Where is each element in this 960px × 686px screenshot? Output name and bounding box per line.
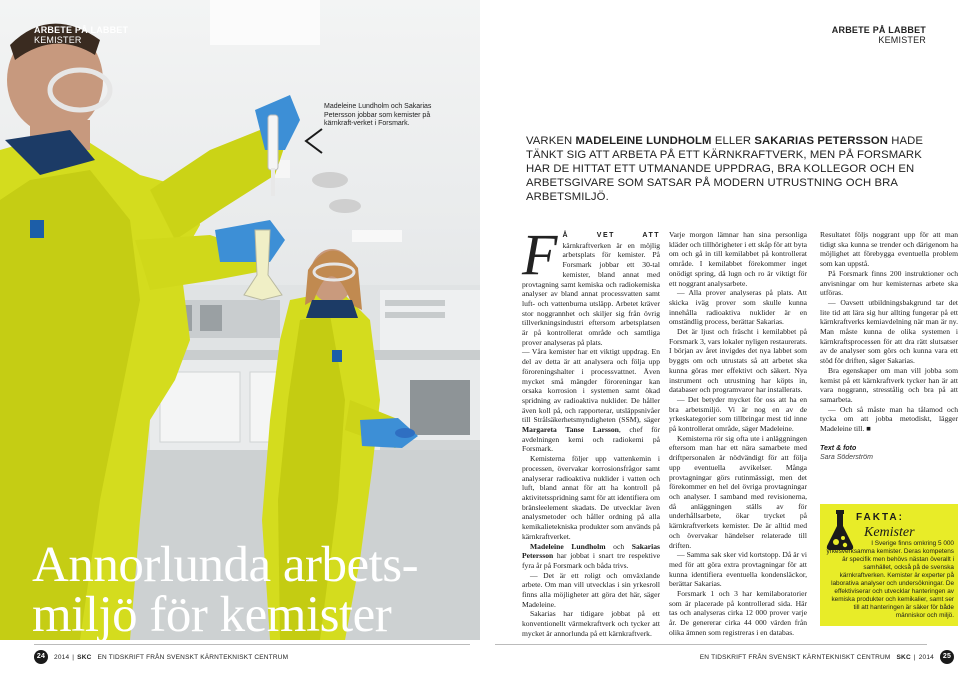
person-name: Sakarias Petersson [522,541,660,561]
body-column-2 [669,230,807,638]
body-paragraph [522,454,660,541]
paragraph-text: Bra egenskaper om man vill jobba som kemist på ett kärnkraftverk tycker han är att vara noggrann, stresstålig och bra på att samarbeta. [820,365,958,404]
paragraph-text: , chef för avdelningen kemi och radiokemi på Forsmark. [522,425,660,454]
paragraph-text: och [605,541,632,551]
page-number-left: 24 [34,650,48,664]
body-paragraph [669,230,807,288]
paragraph-text: Forsmark 1 och 3 har kemilaboratorier som är placerade på kontrollerad sida. Här tas och analyseras cirka 12 000 prover varje år. De genererar cirka 44 000 värden från olika ämnen som registreras i en databas. [669,589,807,637]
paragraph-text: På Forsmark finns 200 instruktioner och anvisningar om hur kemisternas arbete ska utföras. [820,268,958,298]
paragraph-text: Resultatet följs noggrant upp för att man tidigt ska kunna se trender och därigenom ha möjlighet att förebygga eventuella problem som kan uppstå. [820,230,958,269]
page-number-right: 25 [940,650,954,664]
kicker-sub: KEMISTER [878,35,926,45]
footer-separator: | [913,653,916,661]
kicker-section: ARBETE PÅ LABBET [34,25,129,35]
footer-right [700,647,954,667]
paragraph-text: kärnkraftverken är en möjlig arbetsplats för kemister. På Forsmark jobbar ett 30-tal kemister, bland annat med provtagning samt kemiska och radiokemiska analyser av bland annat processvatten samt luft- och vattenburna utsläpp. Arbetet kräver stor noggrannhet och skiljer sig från övrig tillverkningsindustri eftersom arbetsplatsen är på kontrollerat område och samtliga prover analyseras på plats. [522,240,660,347]
footer-left [34,647,288,667]
person-name: Madeleine Lundholm [530,541,606,551]
kicker-section: ARBETE PÅ LABBET [831,25,926,35]
footer-tagline-right: EN TIDSKRIFT FRÅN SVENSKT KÄRNTEKNISKT CENTRUM [699,653,891,661]
byline [820,444,958,463]
body-paragraph [669,395,807,434]
fakta-box [820,504,958,626]
article-lede [526,134,938,204]
lead-in: Å VET ATT [562,232,660,239]
footer-rule-left [34,644,470,645]
photo-caption: Madeleine Lundholm och Sakarias Petersson jobbar som kemister på kärnkraft-verket i Forsmark. [324,103,432,127]
paragraph-text: — Våra kemister har ett viktigt uppdrag. En del av detta är att analysera och följa upp föroreningshalter i processvattnet. Även mycket små mängder föroreningar kan orsaka korrosion i systemen samt ökad spridning av radioaktiva nuklider. De håller även koll på, och rapporterar, utsläppsnivåer till Strålsäkerhetsmyndigheten (SSM), säger [522,347,660,425]
lede-name: SAKARIAS PETERSSON [754,135,888,147]
paragraph-text: Det är ljust och fräscht i kemilabbet på Forsmark 3, vars lokaler nyligen restaurerats. I början av året invigdes det nya labbet som byggts om och utrustats så att arbetet ska kunna göras mer effektivt och säkert. Nya instrument och utrustning har köpts in, databaser och programvaror har installerats. [669,327,807,395]
body-paragraph [522,222,660,347]
body-paragraph [669,434,807,550]
body-paragraph [820,230,958,269]
body-paragraph [820,269,958,298]
lede-name: MADELEINE LUNDHOLM [575,135,712,147]
body-paragraph [522,609,660,638]
drop-cap: F [522,222,558,287]
footer-year-right: 2014 [918,653,934,661]
byline-name: Sara Söderström [820,454,873,462]
body-paragraph [820,298,958,366]
fakta-title: FAKTA: [856,512,904,523]
lede-text: VARKEN [526,135,576,147]
lede-text: HADE TÄNKT SIG ATT ARBETA PÅ ETT KÄRNKRAFTVERK, MEN PÅ FORSMARK HAR DE HITTAT ETT UTMANANDE UPPDRAG, BRA KOLLEGOR OCH EN ARBETSGIVARE SOM SATSAR PÅ MODERN UTRUSTNING OCH BRA ARBETSMILJÖ. [526,135,924,203]
footer-rule-right [495,644,927,645]
kicker-sub: KEMISTER [34,35,82,45]
body-paragraph [669,589,807,638]
paragraph-text: — Alla prover analyseras på plats. Att skicka iväg prover som skulle kunna innehålla radioaktiva nuklider är en omständlig process, berättar Sakarias. [669,288,807,327]
paragraph-text: Kemisterna rör sig ofta ute i anläggningen eftersom man har ett nära samarbete med driftpersonalen är nödvändigt för att följa upp eventuella avvikelser. Många provtagningar görs rutinmässigt, men det förekommer en hel del övriga provtagningar och analyser. I samband med revisionerna, då anläggningen ställs av för underhållsarbete, ökar trycket på kärnkraftverkets kemister. De är alltid med och övervakar händelser relaterade till driften. [669,433,807,550]
right-kicker [832,25,926,45]
chevron-left-icon [302,127,326,155]
paragraph-text: har jobbat i snart tre respektive fyra år på Forsmark och båda trivs. [522,551,660,570]
paragraph-text: — Det betyder mycket för oss att ha en bra arbetsmiljö. Vi är nog en av de yrkeskategorier som tillbringar mest tid inne på kontrollerat område, säger Madeleine. [669,394,807,434]
body-paragraph [522,571,660,610]
body-paragraph [522,542,660,571]
body-paragraph [669,327,807,395]
body-paragraph [522,347,660,454]
paragraph-text: Kemisterna följer upp vattenkemin i processen, övervakar korrosionsfrågor samt analyserar radioaktiva nuklider i vatten och luft, bland annat för att ha kontroll på aktivitetsspridning samt för att identifiera om bränsleelement skadats. De utvecklar även analysmetoder och håller ordning på alla kemikalietekniska produkter som används på kärnkraftverket. [522,454,660,541]
paragraph-text: — Samma sak sker vid kortstopp. Då är vi med för att göra extra provtagningar för att kunna identifiera eventuella kondensläckor, berättar Sakarias. [669,550,807,589]
footer-tagline-left: EN TIDSKRIFT FRÅN SVENSKT KÄRNTEKNISKT CENTRUM [97,653,289,661]
paragraph-text: — Och så måste man ha tålamod och tycka om att jobba metodiskt, lägger Madeleine till. [820,404,958,434]
body-paragraph [820,366,958,405]
footer-brand-right: SKC [896,653,911,661]
byline-label: Text & foto [820,444,857,452]
body-paragraph [820,405,958,434]
end-mark: ■ [866,424,871,434]
person-name: Margareta Tanse Larsson [522,425,619,435]
paragraph-text: Sakarias har tidigare jobbat på ett konventionellt värmekraftverk och tycker att mycket är annorlunda på ett kärnkraftverk. [522,609,660,638]
paragraph-text: Varje morgon lämnar han sina personliga kläder och tillhörigheter i ett skåp för att byta om och gå in till kemilabbet på kontrollerat område. I kemilabbet förekommer inget onödigt spring, då lugn och ro är viktigt för ett noggrant analysarbete. [669,230,807,288]
left-kicker [34,25,128,45]
paragraph-text: — Det är ett roligt och omväxlande arbete. Om man vill utvecklas i sin yrkesroll finns alla möjligheter att göra det här, säger Madeleine. [522,570,660,609]
article-headline: Annorlunda arbets-miljö för kemister [32,537,419,643]
footer-year-left: 2014 [54,653,70,661]
body-paragraph [669,288,807,327]
body-column-1 [522,222,660,639]
fakta-text: I Sverige finns omkring 5 000 yrkesverksamma kemister. Deras kompetens är specifik men behövs nästan överallt i samhället, också på de svenska kärnkraftverken. Kemister är experter på laborativa analyser och undersökningar. De effektiviserar och utvecklar hanteringen av kemiska produkter och kemikalier, samt ser till att hanteringen är säker för både människor och miljö. [826,540,954,619]
paragraph-text: — Oavsett utbildningsbakgrund tar det lite tid att lära sig hur allting fungerar på ett kärnkraftverks kemiavdelning när man är ny. Man måste kunna de olika systemen i kärnkraftsprocessen för att dra rätt slutsatser av de analyser som görs och kunna vara ett stöd för driften, säger Sakarias. [820,297,958,366]
body-column-3 [820,230,958,463]
footer-separator: | [72,653,75,661]
fakta-subtitle: Kemister [864,525,915,540]
lede-text: ELLER [711,135,755,147]
footer-brand-left: SKC [77,653,92,661]
body-paragraph [669,550,807,589]
